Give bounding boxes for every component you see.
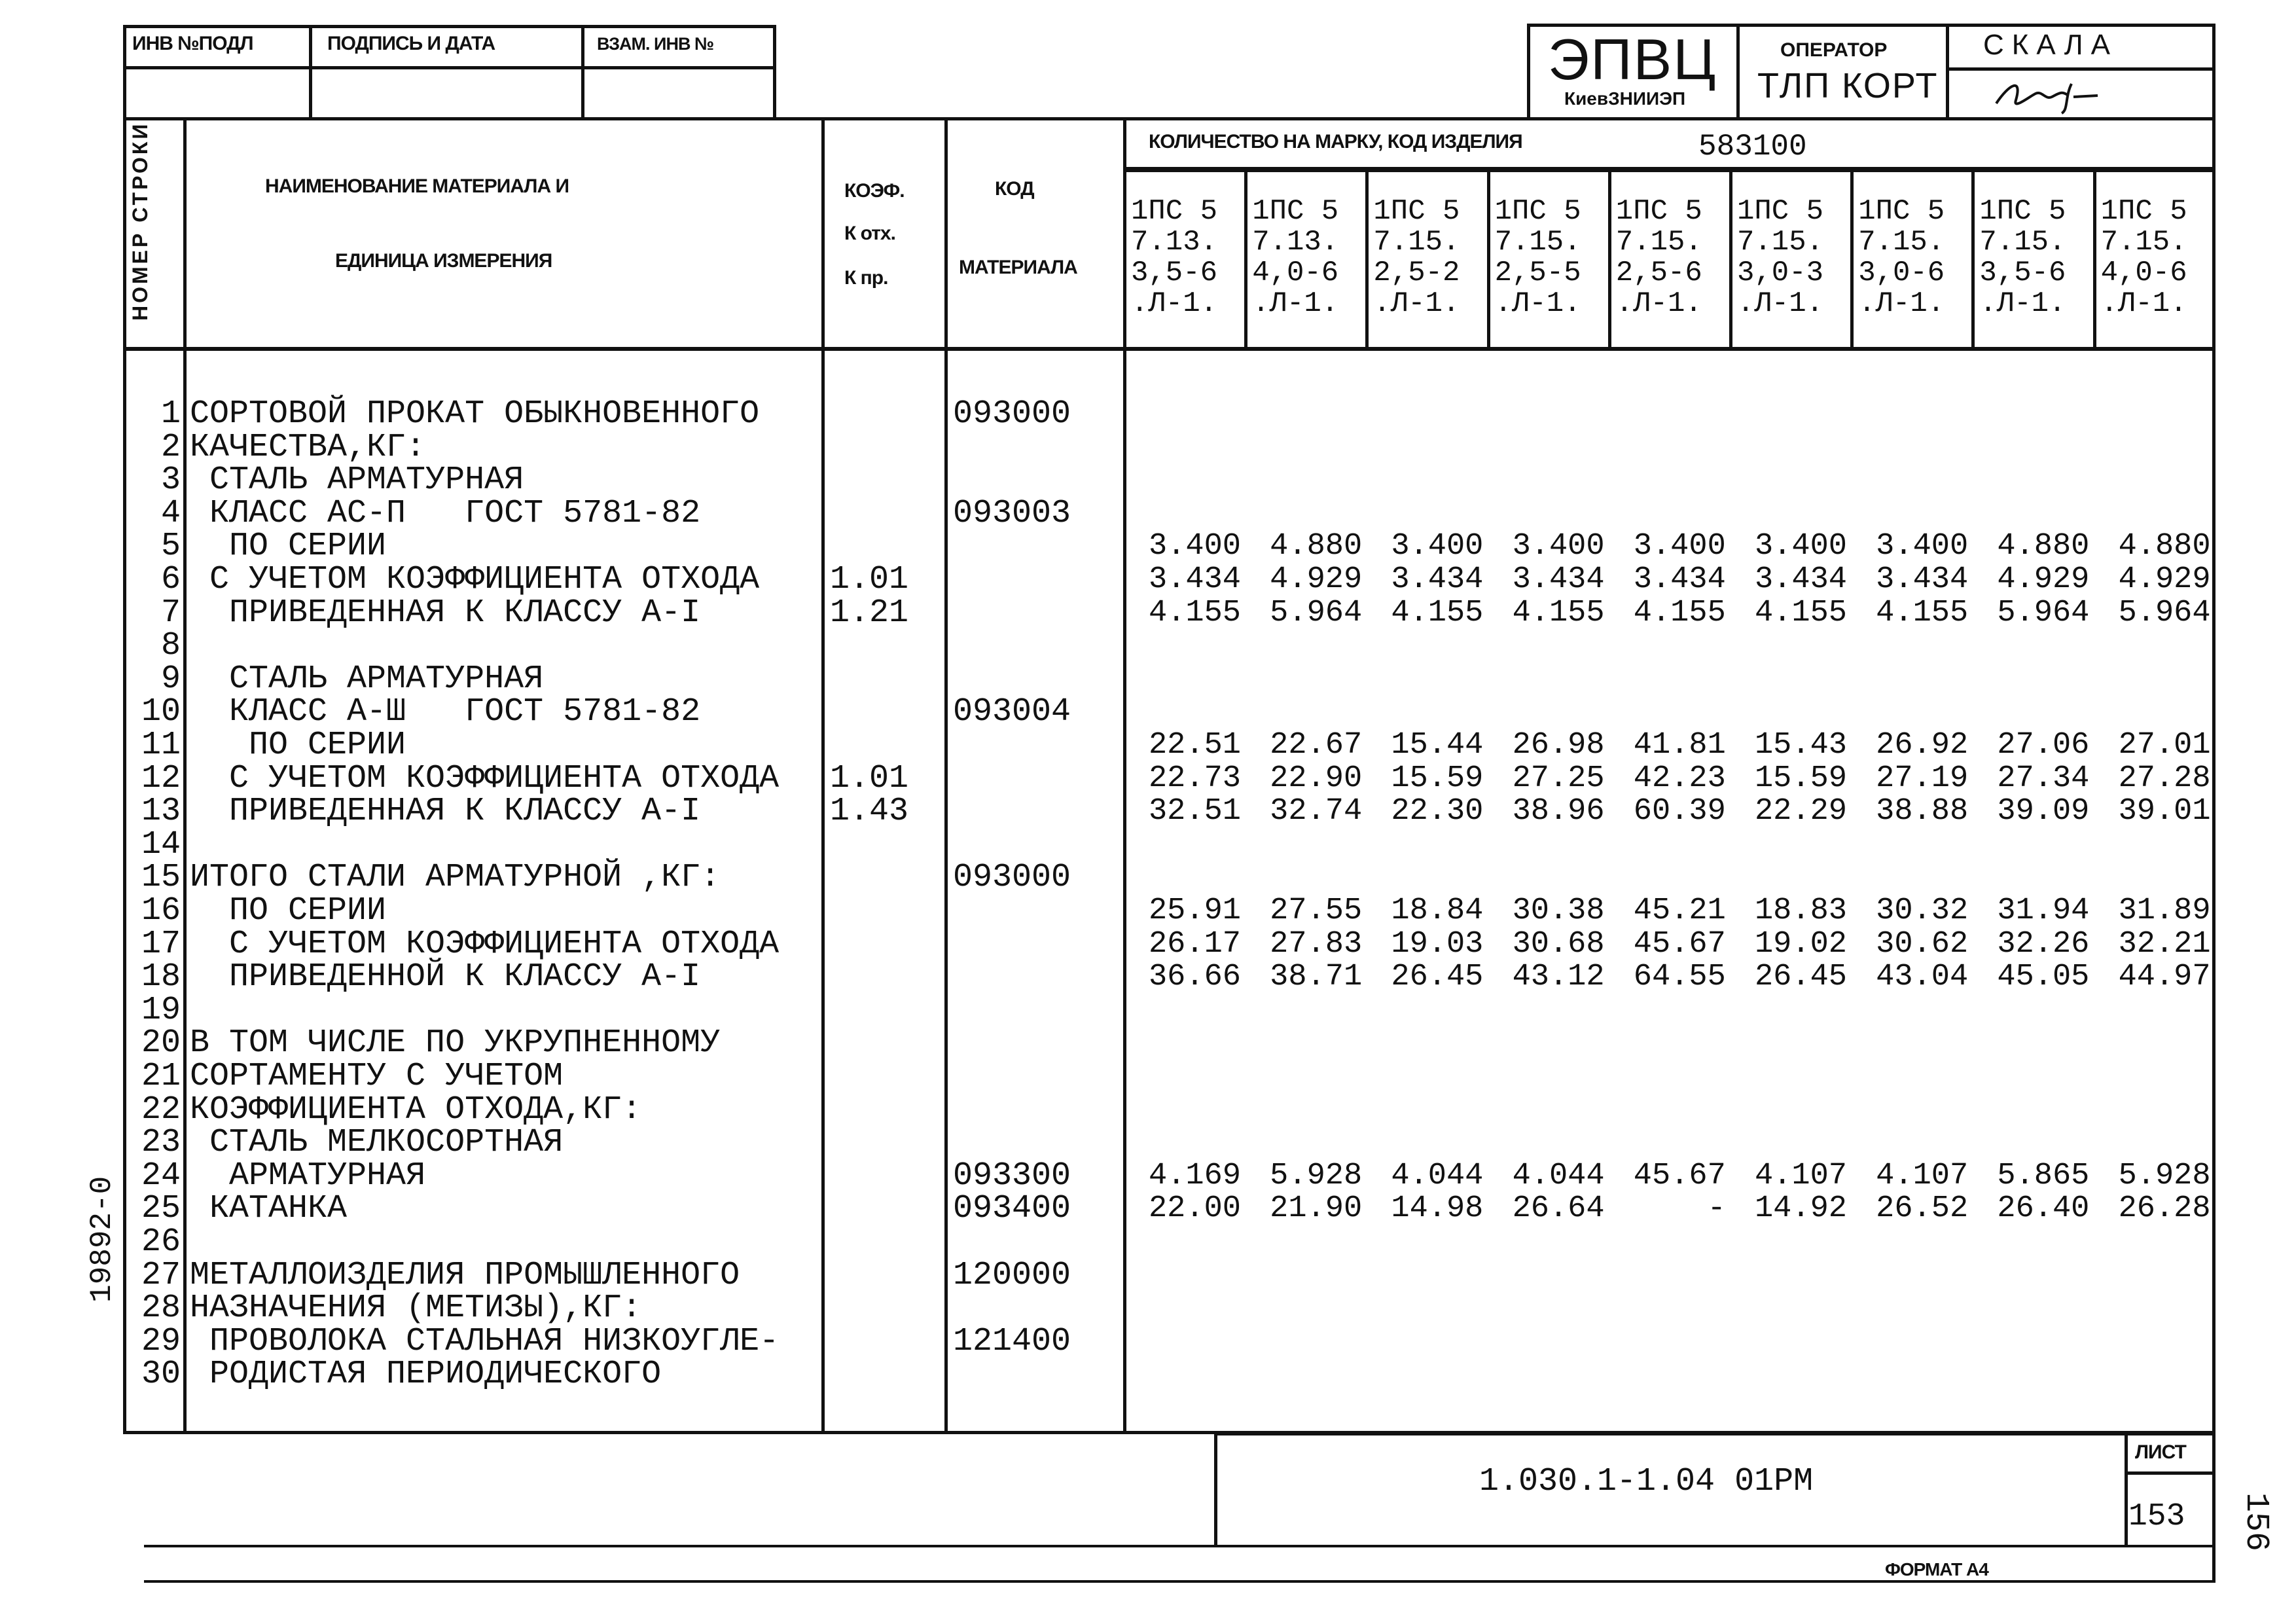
row-number: 30 bbox=[141, 1356, 181, 1394]
material-name: ПРИВЕДЕННАЯ К КЛАССУ А-I bbox=[190, 793, 701, 831]
quantity-value: 15.59 bbox=[1391, 761, 1484, 796]
divider bbox=[2125, 1471, 2215, 1475]
quantity-value: 43.12 bbox=[1512, 960, 1605, 995]
quantity-value: 4.155 bbox=[1148, 595, 1241, 630]
handwritten-signature bbox=[1990, 71, 2121, 117]
quantity-value: 3.400 bbox=[1148, 529, 1241, 564]
row-number: 16 bbox=[141, 892, 181, 929]
quantity-value: 45.21 bbox=[1633, 893, 1726, 928]
quantity-value: 31.94 bbox=[1997, 893, 2090, 928]
material-code: 093000 bbox=[953, 395, 1071, 433]
quantity-value: 27.06 bbox=[1997, 728, 2090, 763]
quantity-value: 4.155 bbox=[1391, 595, 1484, 630]
row-number: 4 bbox=[160, 494, 181, 532]
row-number: 23 bbox=[141, 1124, 181, 1162]
quantity-value: 39.09 bbox=[1997, 794, 2090, 829]
document-code: 1.030.1-1.04 01РМ bbox=[1479, 1463, 1814, 1500]
row-number: 15 bbox=[141, 859, 181, 897]
quantity-value: 18.84 bbox=[1391, 893, 1484, 928]
divider bbox=[1214, 1432, 1217, 1545]
row-number: 22 bbox=[141, 1091, 181, 1128]
header-divider bbox=[123, 347, 2215, 351]
quantity-value: 26.45 bbox=[1391, 960, 1484, 995]
quantity-value: 22.67 bbox=[1270, 728, 1363, 763]
quantity-value: 14.92 bbox=[1754, 1191, 1847, 1227]
header-coef-line2: К отх. bbox=[844, 223, 895, 244]
material-name: КОЭФФИЦИЕНТА ОТХОДА,КГ: bbox=[190, 1091, 642, 1128]
material-name: МЕТАЛЛОИЗДЕЛИЯ ПРОМЫШЛЕННОГО bbox=[190, 1256, 740, 1294]
material-name: КАТАНКА bbox=[190, 1190, 348, 1228]
quantity-value: 22.29 bbox=[1754, 794, 1847, 829]
side-number: 19892-0 bbox=[85, 1176, 119, 1303]
header-code-line2: МАТЕРИАЛА bbox=[959, 257, 1077, 278]
material-name: РОДИСТАЯ ПЕРИОДИЧЕСКОГО bbox=[190, 1356, 662, 1394]
table-row bbox=[123, 428, 2215, 466]
row-number: 20 bbox=[141, 1024, 181, 1062]
mark-header: 1ПС 5 7.15. 2,5-2 .Л-1. bbox=[1373, 195, 1460, 320]
material-name: СТАЛЬ АРМАТУРНАЯ bbox=[190, 660, 544, 698]
quantity-value: 32.51 bbox=[1148, 794, 1241, 829]
quantity-value: 4.169 bbox=[1148, 1158, 1241, 1193]
material-name: ПО СЕРИИ bbox=[190, 528, 387, 566]
quantity-value: 32.74 bbox=[1270, 794, 1363, 829]
material-code: 121400 bbox=[953, 1322, 1071, 1360]
header-name-line1: НАИМЕНОВАНИЕ МАТЕРИАЛА И bbox=[265, 175, 569, 197]
quantity-value: 45.67 bbox=[1633, 926, 1726, 962]
quantity-value: 5.928 bbox=[2118, 1158, 2211, 1193]
quantity-value: 45.05 bbox=[1997, 960, 2090, 995]
coefficient: 1.43 bbox=[830, 793, 909, 831]
quantity-value: 27.83 bbox=[1270, 926, 1363, 962]
mark-header: 1ПС 5 7.15. 3,5-6 .Л-1. bbox=[1979, 195, 2066, 320]
divider bbox=[123, 66, 776, 69]
row-number: 25 bbox=[141, 1190, 181, 1228]
stamp-inv-podl-label: ИНВ №ПОДЛ bbox=[132, 33, 253, 54]
quantity-value: 4.929 bbox=[2118, 562, 2211, 597]
material-name: В ТОМ ЧИСЛЕ ПО УКРУПНЕННОМУ bbox=[190, 1024, 721, 1062]
material-name: СТАЛЬ МЕЛКОСОРТНАЯ bbox=[190, 1124, 564, 1162]
row-number: 21 bbox=[141, 1058, 181, 1095]
quantity-value: 60.39 bbox=[1633, 794, 1726, 829]
quantity-value: 32.26 bbox=[1997, 926, 2090, 962]
material-name: КЛАСС АС-П ГОСТ 5781-82 bbox=[190, 494, 701, 532]
quantity-value: 31.89 bbox=[2118, 893, 2211, 928]
quantity-value: 5.928 bbox=[1270, 1158, 1363, 1193]
material-code: 093000 bbox=[953, 859, 1071, 897]
mark-header: 1ПС 5 7.15. 3,0-6 .Л-1. bbox=[1858, 195, 1945, 320]
quantity-value: 30.38 bbox=[1512, 893, 1605, 928]
table-row bbox=[123, 1024, 2215, 1062]
material-name: ПРОВОЛОКА СТАЛЬНАЯ НИЗКОУГЛЕ- bbox=[190, 1322, 780, 1360]
material-name: СОРТАМЕНТУ С УЧЕТОМ bbox=[190, 1058, 564, 1095]
quantity-value: 38.96 bbox=[1512, 794, 1605, 829]
quantity-value: 27.55 bbox=[1270, 893, 1363, 928]
table-row bbox=[123, 825, 2215, 863]
quantity-value: 3.400 bbox=[1391, 529, 1484, 564]
material-name: СТАЛЬ АРМАТУРНАЯ bbox=[190, 461, 524, 499]
quantity-value: 32.21 bbox=[2118, 926, 2211, 962]
quantity-value: 27.01 bbox=[2118, 728, 2211, 763]
format-label: ФОРМАТ А4 bbox=[1885, 1559, 1988, 1579]
quantity-value: 4.155 bbox=[1512, 595, 1605, 630]
quantity-value: 15.59 bbox=[1754, 761, 1847, 796]
row-number: 26 bbox=[141, 1223, 181, 1261]
quantity-value: 5.865 bbox=[1997, 1158, 2090, 1193]
divider bbox=[2125, 1432, 2128, 1545]
mark-header: 1ПС 5 7.15. 3,0-3 .Л-1. bbox=[1737, 195, 1824, 320]
product-code: 583100 bbox=[1698, 130, 1807, 164]
material-code: 093400 bbox=[953, 1190, 1071, 1228]
quantity-value: 43.04 bbox=[1876, 960, 1969, 995]
quantity-value: 3.434 bbox=[1512, 562, 1605, 597]
row-number: 29 bbox=[141, 1322, 181, 1360]
table-row bbox=[123, 627, 2215, 665]
quantity-value: 26.98 bbox=[1512, 728, 1605, 763]
table-row bbox=[123, 1292, 2215, 1326]
table-row bbox=[123, 594, 2215, 632]
quantity-value: 64.55 bbox=[1633, 960, 1726, 995]
mark-header: 1ПС 5 7.15. 4,0-6 .Л-1. bbox=[2100, 195, 2187, 320]
quantity-value: 4.929 bbox=[1997, 562, 2090, 597]
quantity-value: 3.434 bbox=[1633, 562, 1726, 597]
org-name: ЭПВЦ bbox=[1548, 27, 1717, 92]
mark-header: 1ПС 5 7.13. 4,0-6 .Л-1. bbox=[1252, 195, 1339, 320]
mark-header: 1ПС 5 7.15. 2,5-5 .Л-1. bbox=[1494, 195, 1581, 320]
row-number: 1 bbox=[160, 395, 181, 433]
header-coef-line1: КОЭФ. bbox=[844, 180, 905, 202]
table-row bbox=[123, 1124, 2215, 1162]
quantity-value: 21.90 bbox=[1270, 1191, 1363, 1227]
table-row bbox=[123, 561, 2215, 598]
quantity-value: 22.90 bbox=[1270, 761, 1363, 796]
table-row bbox=[123, 395, 2215, 433]
header-row-number: НОМЕР СТРОКИ bbox=[128, 121, 152, 321]
quantity-value: 5.964 bbox=[2118, 595, 2211, 630]
quantity-value: 26.40 bbox=[1997, 1191, 2090, 1227]
quantity-value: 27.25 bbox=[1512, 761, 1605, 796]
quantity-value: 4.880 bbox=[1997, 529, 2090, 564]
quantity-value: 4.155 bbox=[1876, 595, 1969, 630]
material-name: НАЗНАЧЕНИЯ (МЕТИЗЫ),КГ: bbox=[190, 1290, 642, 1327]
table-row bbox=[123, 795, 2215, 829]
table-row bbox=[123, 925, 2215, 963]
quantity-value: 3.400 bbox=[1876, 529, 1969, 564]
table-row bbox=[123, 759, 2215, 797]
table-row bbox=[123, 1358, 2215, 1392]
sheet-number: 153 bbox=[2128, 1499, 2185, 1534]
quantity-value: 41.81 bbox=[1633, 728, 1726, 763]
quantity-value: 3.400 bbox=[1754, 529, 1847, 564]
quantity-value: 45.67 bbox=[1633, 1158, 1726, 1193]
coefficient: 1.21 bbox=[830, 594, 909, 632]
quantity-value: 30.32 bbox=[1876, 893, 1969, 928]
row-number: 19 bbox=[141, 991, 181, 1029]
divider bbox=[1214, 1432, 2215, 1435]
table-row bbox=[123, 1223, 2215, 1261]
material-name: ПРИВЕДЕННОЙ К КЛАССУ А-I bbox=[190, 958, 701, 996]
quantity-value: 3.400 bbox=[1512, 529, 1605, 564]
divider bbox=[144, 1580, 2215, 1583]
quantity-value: 4.929 bbox=[1270, 562, 1363, 597]
stamp-vzam-inv-label: ВЗАМ. ИНВ № bbox=[597, 34, 714, 54]
table-row bbox=[123, 494, 2215, 532]
row-number: 11 bbox=[141, 727, 181, 764]
quantity-value: 5.964 bbox=[1997, 595, 2090, 630]
material-name: С УЧЕТОМ КОЭФФИЦИЕНТА ОТХОДА bbox=[190, 759, 780, 797]
mark-header: 1ПС 5 7.15. 2,5-6 .Л-1. bbox=[1615, 195, 1702, 320]
quantity-value: 3.434 bbox=[1754, 562, 1847, 597]
quantity-value: 15.43 bbox=[1754, 728, 1847, 763]
material-name: АРМАТУРНАЯ bbox=[190, 1157, 426, 1195]
header-quantity-label: КОЛИЧЕСТВО НА МАРКУ, КОД ИЗДЕЛИЯ bbox=[1149, 131, 1522, 153]
quantity-value: 4.107 bbox=[1876, 1158, 1969, 1193]
quantity-value: 27.28 bbox=[2118, 761, 2211, 796]
table-row bbox=[123, 1060, 2215, 1094]
material-code: 120000 bbox=[953, 1256, 1071, 1294]
row-number: 3 bbox=[160, 461, 181, 499]
quantity-value: 39.01 bbox=[2118, 794, 2211, 829]
quantity-value: 14.98 bbox=[1391, 1191, 1484, 1227]
quantity-value: 26.92 bbox=[1876, 728, 1969, 763]
material-name: ПО СЕРИИ bbox=[190, 727, 406, 764]
row-number: 12 bbox=[141, 759, 181, 797]
table-row bbox=[123, 958, 2215, 996]
quantity-value: 19.03 bbox=[1391, 926, 1484, 962]
divider bbox=[144, 1545, 2215, 1547]
divider bbox=[1736, 24, 1740, 120]
header-code-line1: КОД bbox=[995, 178, 1034, 200]
material-name: ПРИВЕДЕННАЯ К КЛАССУ А-I bbox=[190, 594, 701, 632]
table-row bbox=[123, 892, 2215, 929]
quantity-value: 30.62 bbox=[1876, 926, 1969, 962]
system-name: СКАЛА bbox=[1983, 29, 2118, 61]
quantity-value: 27.34 bbox=[1997, 761, 2090, 796]
quantity-value: 18.83 bbox=[1754, 893, 1847, 928]
table-row bbox=[123, 1256, 2215, 1294]
row-number: 27 bbox=[141, 1256, 181, 1294]
quantity-value: 22.00 bbox=[1148, 1191, 1241, 1227]
table-row bbox=[123, 1157, 2215, 1195]
quantity-value: - bbox=[1707, 1191, 1726, 1227]
operator-label: ОПЕРАТОР bbox=[1780, 39, 1888, 61]
quantity-value: 26.45 bbox=[1754, 960, 1847, 995]
material-name: ПО СЕРИИ bbox=[190, 892, 387, 929]
row-number: 10 bbox=[141, 693, 181, 731]
table-row bbox=[123, 1190, 2215, 1228]
divider bbox=[2212, 1432, 2215, 1581]
row-number: 2 bbox=[160, 428, 181, 466]
row-number: 17 bbox=[141, 925, 181, 963]
org-subtitle: КиевЗНИИЭП bbox=[1564, 88, 1686, 109]
quantity-value: 44.97 bbox=[2118, 960, 2211, 995]
quantity-value: 26.52 bbox=[1876, 1191, 1969, 1227]
mark-header: 1ПС 5 7.13. 3,5-6 .Л-1. bbox=[1131, 195, 1218, 320]
stamp-signature-date-label: ПОДПИСЬ И ДАТА bbox=[327, 33, 495, 54]
material-name: СОРТОВОЙ ПРОКАТ ОБЫКНОВЕННОГО bbox=[190, 395, 760, 433]
material-name: ИТОГО СТАЛИ АРМАТУРНОЙ ,КГ: bbox=[190, 859, 721, 897]
row-number: 7 bbox=[160, 594, 181, 632]
quantity-value: 26.17 bbox=[1148, 926, 1241, 962]
table-row bbox=[123, 1091, 2215, 1128]
material-name: КЛАСС А-Ш ГОСТ 5781-82 bbox=[190, 693, 701, 731]
row-number: 9 bbox=[160, 660, 181, 698]
quantity-value: 36.66 bbox=[1148, 960, 1241, 995]
row-number: 6 bbox=[160, 561, 181, 598]
quantity-value: 38.71 bbox=[1270, 960, 1363, 995]
material-code: 093300 bbox=[953, 1157, 1071, 1195]
quantity-value: 5.964 bbox=[1270, 595, 1363, 630]
quantity-value: 19.02 bbox=[1754, 926, 1847, 962]
operator-value: ТЛП КОРТ bbox=[1757, 66, 1939, 105]
sheet-label: ЛИСТ bbox=[2135, 1441, 2186, 1463]
page-number: 156 bbox=[2237, 1492, 2274, 1552]
row-number: 24 bbox=[141, 1157, 181, 1195]
coefficient: 1.01 bbox=[830, 561, 909, 598]
coefficient: 1.01 bbox=[830, 759, 909, 797]
quantity-value: 4.155 bbox=[1633, 595, 1726, 630]
material-code: 093004 bbox=[953, 693, 1071, 731]
row-number: 13 bbox=[141, 793, 181, 831]
quantity-value: 4.044 bbox=[1391, 1158, 1484, 1193]
row-number: 28 bbox=[141, 1290, 181, 1327]
quantity-value: 38.88 bbox=[1876, 794, 1969, 829]
quantity-value: 4.880 bbox=[2118, 529, 2211, 564]
quantity-value: 4.044 bbox=[1512, 1158, 1605, 1193]
material-name: С УЧЕТОМ КОЭФФИЦИЕНТА ОТХОДА bbox=[190, 925, 780, 963]
row-number: 5 bbox=[160, 528, 181, 566]
quantity-value: 4.107 bbox=[1754, 1158, 1847, 1193]
divider bbox=[581, 25, 584, 120]
quantity-value: 3.434 bbox=[1148, 562, 1241, 597]
row-number: 18 bbox=[141, 958, 181, 996]
header-name-line2: ЕДИНИЦА ИЗМЕРЕНИЯ bbox=[335, 250, 552, 272]
quantity-value: 22.30 bbox=[1391, 794, 1484, 829]
table-row bbox=[123, 461, 2215, 499]
table-row bbox=[123, 693, 2215, 731]
quantity-value: 42.23 bbox=[1633, 761, 1726, 796]
table-row bbox=[123, 991, 2215, 1029]
quantity-value: 4.155 bbox=[1754, 595, 1847, 630]
material-name: С УЧЕТОМ КОЭФФИЦИЕНТА ОТХОДА bbox=[190, 561, 760, 598]
quantity-value: 26.28 bbox=[2118, 1191, 2211, 1227]
quantity-value: 4.880 bbox=[1270, 529, 1363, 564]
row-number: 14 bbox=[141, 825, 181, 863]
quantity-value: 3.434 bbox=[1876, 562, 1969, 597]
divider bbox=[1123, 167, 2215, 172]
quantity-value: 26.64 bbox=[1512, 1191, 1605, 1227]
table-row bbox=[123, 861, 2215, 895]
material-name: КАЧЕСТВА,КГ: bbox=[190, 428, 426, 466]
quantity-value: 22.73 bbox=[1148, 761, 1241, 796]
table-row bbox=[123, 660, 2215, 698]
quantity-value: 3.434 bbox=[1391, 562, 1484, 597]
quantity-value: 27.19 bbox=[1876, 761, 1969, 796]
quantity-value: 30.68 bbox=[1512, 926, 1605, 962]
quantity-value: 3.400 bbox=[1633, 529, 1726, 564]
quantity-value: 22.51 bbox=[1148, 728, 1241, 763]
quantity-value: 15.44 bbox=[1391, 728, 1484, 763]
divider bbox=[309, 25, 312, 120]
material-code: 093003 bbox=[953, 494, 1071, 532]
divider bbox=[1946, 24, 1949, 120]
table-row bbox=[123, 1322, 2215, 1360]
table-row bbox=[123, 729, 2215, 763]
header-coef-line3: К пр. bbox=[844, 267, 888, 289]
row-number: 8 bbox=[160, 627, 181, 665]
table-row bbox=[123, 530, 2215, 564]
quantity-value: 25.91 bbox=[1148, 893, 1241, 928]
